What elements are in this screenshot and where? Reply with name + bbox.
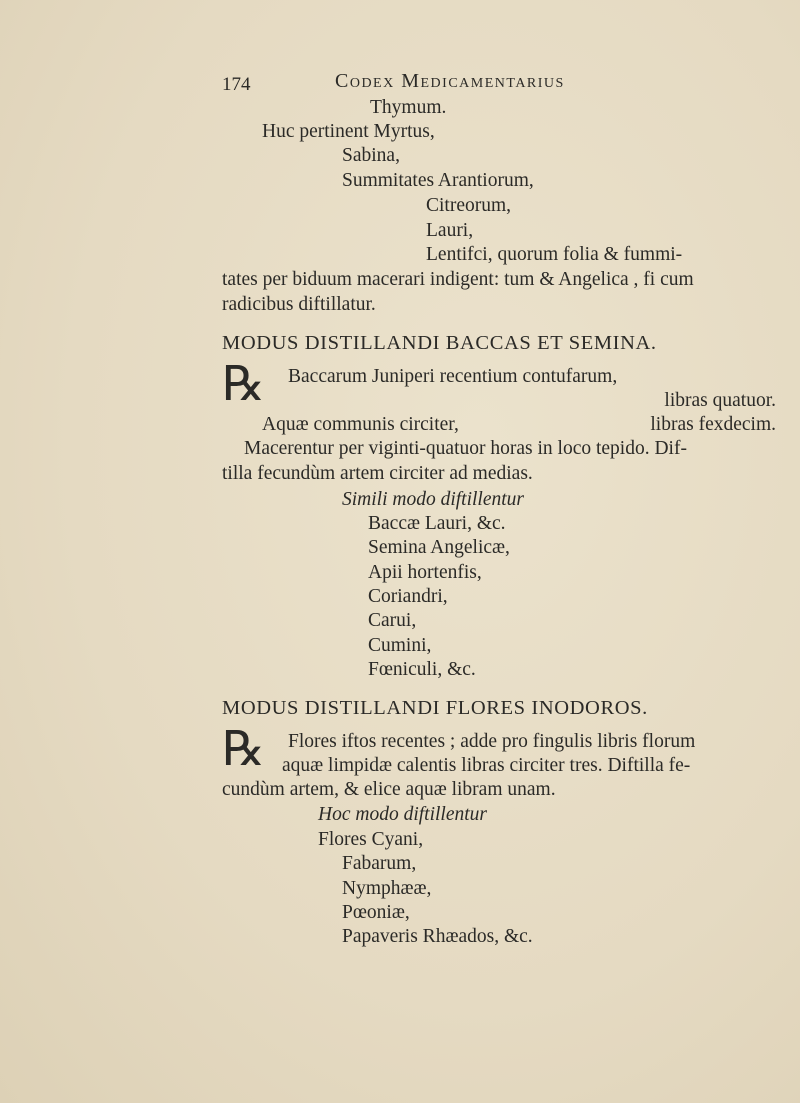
text-line: Sabina, [342, 145, 400, 166]
text-line: cundùm artem, & elice aquæ libram unam. [222, 779, 556, 800]
list-item: Flores Cyani, [318, 829, 424, 850]
text-line: Huc pertinent Myrtus, [262, 121, 435, 142]
text-line: Macerentur per viginti-quatuor horas in loco tepido. Dif- [244, 438, 687, 459]
text-line: Flores iftos recentes ; adde pro fingulis libris florum [288, 731, 696, 752]
text-line: aquæ limpidæ calentis libras circiter tres. Diftilla fe- [282, 755, 691, 776]
subheading: Hoc modo diftillentur [318, 804, 487, 825]
section-heading: MODUS DISTILLANDI BACCAS ET SEMINA. [222, 332, 657, 354]
list-item: Semina Angelicæ, [368, 537, 510, 558]
recipe-symbol: ℞ [222, 721, 266, 777]
list-item: Carui, [368, 610, 417, 631]
list-item: Apii hortenfis, [368, 562, 482, 583]
text-line: Citreorum, [426, 195, 512, 216]
text-line: tates per biduum macerari indigent: tum & Angelica , fi cum [222, 269, 694, 290]
text-line: tilla fecundùm artem circiter ad medias. [222, 463, 533, 484]
text-line: libras quatuor. [664, 390, 776, 411]
text-line: Aquæ communis circiter, [262, 414, 459, 435]
list-item: Papaveris Rhæados, &c. [342, 926, 533, 947]
text-line: Baccarum Juniperi recentium contufarum, [288, 366, 618, 387]
list-item: Fabarum, [342, 853, 417, 874]
text-line: Summitates Arantiorum, [342, 170, 534, 191]
text-line: libras fexdecim. [650, 414, 776, 435]
running-title: Codex Medicamentarius [335, 70, 565, 92]
list-item: Pœoniæ, [342, 902, 410, 923]
text-line: radicibus diftillatur. [222, 294, 376, 315]
text-line: Lentifci, quorum folia & fummi- [426, 244, 683, 265]
list-item: Coriandri, [368, 586, 448, 607]
list-item: Fœniculi, &c. [368, 659, 476, 680]
list-item: Cumini, [368, 635, 432, 656]
section-heading: MODUS DISTILLANDI FLORES INODOROS. [222, 697, 648, 719]
text-line: Thymum. [370, 97, 447, 118]
list-item: Nymphææ, [342, 878, 432, 899]
text-line: Lauri, [426, 220, 474, 241]
subheading: Simili modo diftillentur [342, 489, 525, 510]
recipe-symbol: ℞ [222, 356, 266, 412]
page-number: 174 [222, 74, 251, 95]
list-item: Baccæ Lauri, &c. [368, 513, 506, 534]
